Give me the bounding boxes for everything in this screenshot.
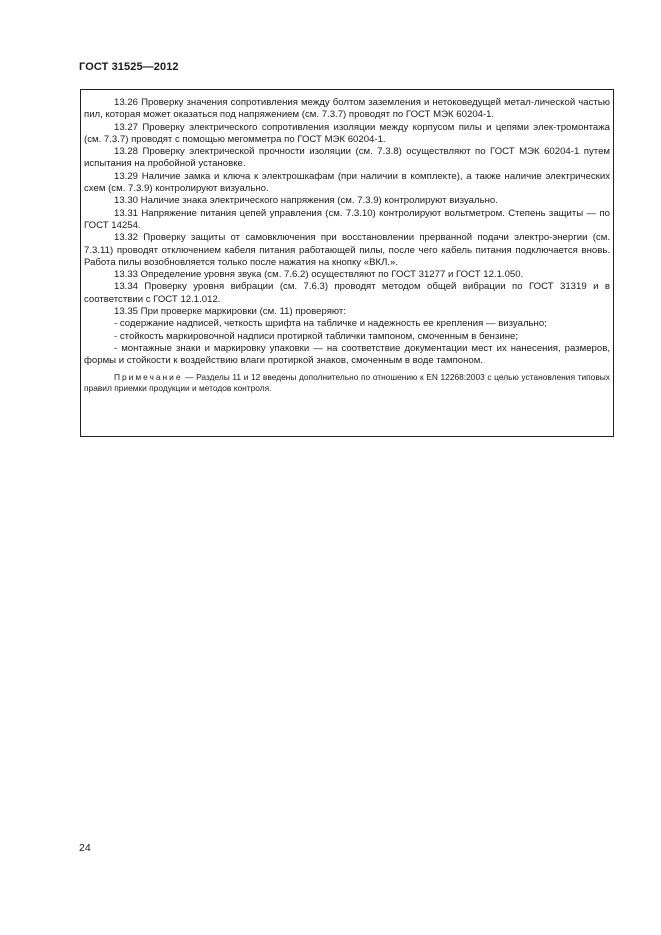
paragraph-13-26: 13.26 Проверку значения сопротивления между болтом заземления и нетоковедущей метал-лической частью пил, которая может оказаться под напряжением (см. 7.3.7) проводят по ГОСТ МЭК 60204-1. [84, 97, 610, 121]
paragraph-13-30: 13.30 Наличие знака электрического напряжения (см. 7.3.9) контролируют визуально. [114, 195, 498, 207]
list-item: - стойкость маркировочной надписи протиркой таблички тампоном, смоченным в бензине; [114, 330, 519, 342]
note-label: Примечание [114, 371, 183, 382]
note-text: — Разделы 11 и 12 введены дополнительно по отношению к EN 12268:2003 с целью установления типовых правил приемки продукции и методов контроля. [84, 371, 610, 394]
paragraph-13-34: 13.34 Проверку уровня вибрации (см. 7.6.3) проводят методом общей вибрации по ГОСТ 31319 и в соответствии с ГОСТ 12.1.012. [84, 281, 610, 305]
paragraph-13-33: 13.33 Определение уровня звука (см. 7.6.2) осуществляют по ГОСТ 31277 и ГОСТ 12.1.050. [114, 269, 524, 281]
paragraph-13-28: 13.28 Проверку электрической прочности изоляции (см. 7.3.8) осуществляют по ГОСТ МЭК 60204-1 путем испытания на пробойной установке. [84, 146, 610, 170]
document-header: ГОСТ 31525—2012 [79, 61, 179, 73]
page-number: 24 [79, 842, 91, 854]
paragraph-13-29: 13.29 Наличие замка и ключа к электрошкафам (при наличии в комплекте), а также наличие электрических схем (см. 7.3.9) контролируют визуально. [84, 170, 610, 195]
paragraph-13-32: 13.32 Проверку защиты от самовключения при восстановлении прерванной подачи электро-энергии (см. 7.3.11) проводят отключением кабеля питания работающей пилы, после чего кабель питания подключается вновь. Работа пилы возобновляется только после нажатия на кнопку «ВКЛ.». [84, 232, 610, 268]
section-13-body [84, 97, 610, 395]
paragraph-13-35: 13.35 При проверке маркировки (см. 11) проверяют: [114, 306, 346, 318]
note [84, 372, 610, 395]
list-item: - содержание надписей, четкость шрифта на табличке и надежность ее крепления — визуально; [114, 318, 547, 330]
paragraph-13-31: 13.31 Напряжение питания цепей управления (см. 7.3.10) контролируют вольтметром. Степень защиты — по ГОСТ 14254. [84, 207, 610, 231]
list-item: - монтажные знаки и маркировку упаковки — на соответствие документации мест их нанесения, размеров, формы и стойкости к воздействию влаги протиркой знаков, смоченным в воде тампоном. [84, 342, 610, 367]
paragraph-13-27: 13.27 Проверку электрического сопротивления изоляции между корпусом пилы и цепями элек-тромонтажа (см. 7.3.7) проводят с помощью мегомметра по ГОСТ МЭК 60204-1. [84, 121, 610, 145]
